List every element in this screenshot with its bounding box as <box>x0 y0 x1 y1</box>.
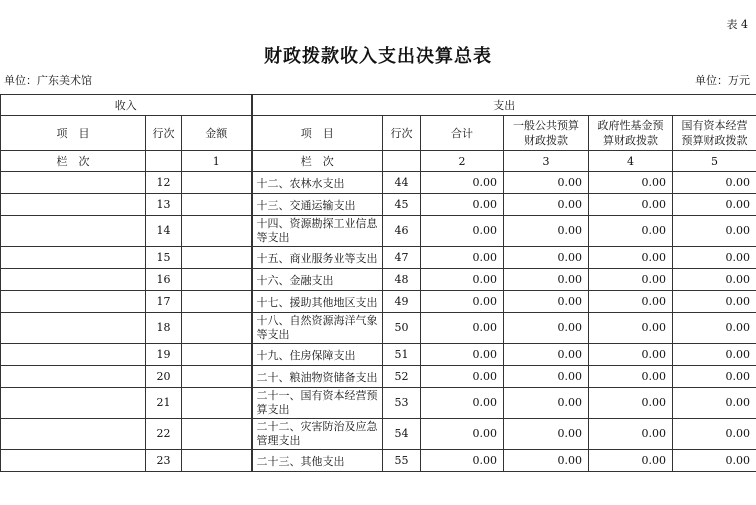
income-item-cell <box>1 216 146 247</box>
row-no-cell: 22 <box>146 419 182 450</box>
capital-cell: 0.00 <box>673 450 756 472</box>
total-cell: 0.00 <box>421 247 504 269</box>
table-number: 表 4 <box>726 18 748 31</box>
income-header: 收入 <box>1 95 252 116</box>
fund-cell: 0.00 <box>589 344 673 366</box>
table-row <box>1 291 756 313</box>
fund-cell: 0.00 <box>589 450 673 472</box>
table-row <box>1 247 756 269</box>
income-item-cell <box>1 344 146 366</box>
amount-cell <box>182 194 252 216</box>
header-row-lanci <box>1 151 756 172</box>
general-cell: 0.00 <box>504 388 589 419</box>
expense-item-cell: 十九、住房保障支出 <box>252 344 383 366</box>
income-item-cell <box>1 419 146 450</box>
total-cell: 0.00 <box>421 344 504 366</box>
fund-cell: 0.00 <box>589 388 673 419</box>
row-no-cell: 13 <box>146 194 182 216</box>
table-row <box>1 388 756 419</box>
expense-header: 支出 <box>252 95 756 116</box>
expense-row-no-cell: 54 <box>383 419 421 450</box>
expense-item-cell: 二十二、灾害防治及应急管理支出 <box>252 419 383 450</box>
capital-cell: 0.00 <box>673 194 756 216</box>
capital-cell: 0.00 <box>673 216 756 247</box>
total-cell: 0.00 <box>421 291 504 313</box>
budget-table <box>0 94 756 472</box>
expense-row-no-cell: 49 <box>383 291 421 313</box>
expense-row-no-cell: 50 <box>383 313 421 344</box>
amount-cell <box>182 269 252 291</box>
amount-cell <box>182 216 252 247</box>
row-no-cell: 15 <box>146 247 182 269</box>
capital-cell: 0.00 <box>673 419 756 450</box>
fund-cell: 0.00 <box>589 194 673 216</box>
fund-cell: 0.00 <box>589 247 673 269</box>
header-row-groups <box>1 95 756 116</box>
general-cell: 0.00 <box>504 291 589 313</box>
lanci-label-expense: 栏 次 <box>252 151 383 172</box>
capital-cell: 0.00 <box>673 366 756 388</box>
expense-item-cell: 十三、交通运输支出 <box>252 194 383 216</box>
expense-item-cell: 十六、金融支出 <box>252 269 383 291</box>
lanci-blank <box>146 151 182 172</box>
expense-item-cell: 十七、援助其他地区支出 <box>252 291 383 313</box>
amount-cell <box>182 291 252 313</box>
capital-cell: 0.00 <box>673 344 756 366</box>
expense-row-no-cell: 45 <box>383 194 421 216</box>
row-no-cell: 19 <box>146 344 182 366</box>
capital-cell: 0.00 <box>673 247 756 269</box>
amount-cell <box>182 419 252 450</box>
table-row <box>1 269 756 291</box>
lanci-label-income: 栏 次 <box>1 151 146 172</box>
expense-row-no-cell: 51 <box>383 344 421 366</box>
row-no-cell: 20 <box>146 366 182 388</box>
row-no-cell: 23 <box>146 450 182 472</box>
row-no-cell: 18 <box>146 313 182 344</box>
income-item-cell <box>1 450 146 472</box>
general-cell: 0.00 <box>504 172 589 194</box>
row-no-cell: 16 <box>146 269 182 291</box>
expense-item-cell: 十五、商业服务业等支出 <box>252 247 383 269</box>
header-row-columns <box>1 116 756 151</box>
income-item-cell <box>1 194 146 216</box>
fund-cell: 0.00 <box>589 291 673 313</box>
page-title: 财政拨款收入支出决算总表 <box>264 46 492 67</box>
general-cell: 0.00 <box>504 344 589 366</box>
fund-cell: 0.00 <box>589 172 673 194</box>
row-no-cell: 14 <box>146 216 182 247</box>
col-general-budget: 一般公共预算财政拨款 <box>504 116 589 151</box>
income-item-cell <box>1 388 146 419</box>
general-cell: 0.00 <box>504 450 589 472</box>
capital-cell: 0.00 <box>673 172 756 194</box>
income-item-cell <box>1 172 146 194</box>
expense-item-cell: 二十三、其他支出 <box>252 450 383 472</box>
amount-cell <box>182 172 252 194</box>
table-row <box>1 450 756 472</box>
col-row-no-expense: 行次 <box>383 116 421 151</box>
expense-row-no-cell: 44 <box>383 172 421 194</box>
amount-cell <box>182 313 252 344</box>
lanci-3: 3 <box>504 151 589 172</box>
fund-cell: 0.00 <box>589 366 673 388</box>
table-row <box>1 172 756 194</box>
lanci-5: 5 <box>673 151 756 172</box>
expense-item-cell: 二十、粮油物资储备支出 <box>252 366 383 388</box>
col-item-expense: 项 目 <box>252 116 383 151</box>
general-cell: 0.00 <box>504 194 589 216</box>
col-total: 合计 <box>421 116 504 151</box>
fund-cell: 0.00 <box>589 269 673 291</box>
income-item-cell <box>1 366 146 388</box>
income-item-cell <box>1 247 146 269</box>
expense-row-no-cell: 55 <box>383 450 421 472</box>
general-cell: 0.00 <box>504 247 589 269</box>
col-item-income: 项 目 <box>1 116 146 151</box>
table-row <box>1 194 756 216</box>
expense-item-cell: 十四、资源勘探工业信息等支出 <box>252 216 383 247</box>
col-row-no-income: 行次 <box>146 116 182 151</box>
total-cell: 0.00 <box>421 172 504 194</box>
col-gov-fund: 政府性基金预算财政拨款 <box>589 116 673 151</box>
table-row <box>1 366 756 388</box>
general-cell: 0.00 <box>504 366 589 388</box>
col-amount: 金额 <box>182 116 252 151</box>
row-no-cell: 17 <box>146 291 182 313</box>
total-cell: 0.00 <box>421 313 504 344</box>
capital-cell: 0.00 <box>673 388 756 419</box>
total-cell: 0.00 <box>421 269 504 291</box>
capital-cell: 0.00 <box>673 291 756 313</box>
lanci-1: 1 <box>182 151 252 172</box>
expense-row-no-cell: 53 <box>383 388 421 419</box>
capital-cell: 0.00 <box>673 269 756 291</box>
expense-item-cell: 十八、自然资源海洋气象等支出 <box>252 313 383 344</box>
row-no-cell: 12 <box>146 172 182 194</box>
fund-cell: 0.00 <box>589 419 673 450</box>
lanci-blank-2 <box>383 151 421 172</box>
amount-cell <box>182 388 252 419</box>
income-item-cell <box>1 269 146 291</box>
general-cell: 0.00 <box>504 313 589 344</box>
lanci-4: 4 <box>589 151 673 172</box>
lanci-2: 2 <box>421 151 504 172</box>
table-row <box>1 313 756 344</box>
amount-cell <box>182 344 252 366</box>
total-cell: 0.00 <box>421 194 504 216</box>
income-item-cell <box>1 313 146 344</box>
expense-item-cell: 二十一、国有资本经营预算支出 <box>252 388 383 419</box>
expense-row-no-cell: 47 <box>383 247 421 269</box>
unit-currency: 单位：万元 <box>695 74 750 87</box>
total-cell: 0.00 <box>421 388 504 419</box>
general-cell: 0.00 <box>504 269 589 291</box>
expense-row-no-cell: 48 <box>383 269 421 291</box>
amount-cell <box>182 366 252 388</box>
total-cell: 0.00 <box>421 366 504 388</box>
expense-row-no-cell: 52 <box>383 366 421 388</box>
expense-item-cell: 十二、农林水支出 <box>252 172 383 194</box>
general-cell: 0.00 <box>504 216 589 247</box>
unit-organization: 单位：广东美术馆 <box>4 74 92 87</box>
fund-cell: 0.00 <box>589 313 673 344</box>
fund-cell: 0.00 <box>589 216 673 247</box>
general-cell: 0.00 <box>504 419 589 450</box>
total-cell: 0.00 <box>421 450 504 472</box>
total-cell: 0.00 <box>421 419 504 450</box>
table-row <box>1 216 756 247</box>
income-item-cell <box>1 291 146 313</box>
total-cell: 0.00 <box>421 216 504 247</box>
expense-row-no-cell: 46 <box>383 216 421 247</box>
amount-cell <box>182 450 252 472</box>
row-no-cell: 21 <box>146 388 182 419</box>
capital-cell: 0.00 <box>673 313 756 344</box>
table-row <box>1 344 756 366</box>
col-state-capital: 国有资本经营预算财政拨款 <box>673 116 756 151</box>
amount-cell <box>182 247 252 269</box>
table-row <box>1 419 756 450</box>
